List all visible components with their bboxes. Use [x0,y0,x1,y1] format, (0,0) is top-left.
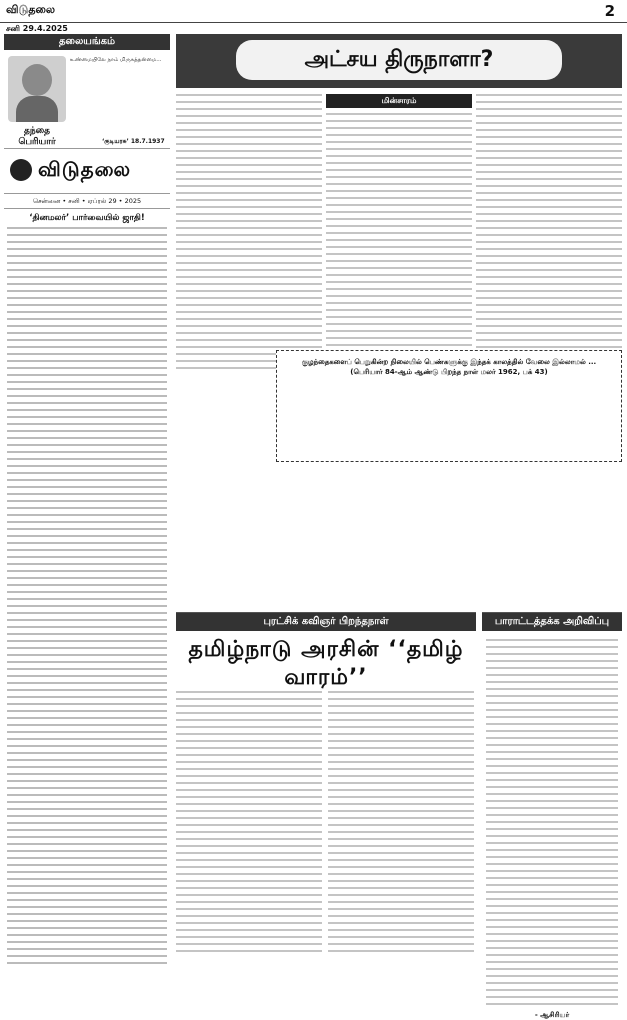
tamil-week-title: தமிழ்நாடு அரசின் ‘‘தமிழ் வாரம்’’ [188,637,464,690]
article-col-2 [326,94,472,358]
editorial-body [7,227,167,964]
callout-quote: குழந்தைகளைப் பெறுகின்ற நிலையில் பெண்களுக்கு இந்தக் காலத்தில் வேலை இல்லாமல் ... (பெரியார் 84-ஆம் ஆண்டு பிறந்த நாள் மலர் 1962, பக் 43) [276,350,622,462]
masthead-meta: சென்னை • சனி • ஏப்ரல் 29 • 2025 [4,194,170,209]
masthead-title: விடுதலை [38,157,132,181]
masthead [4,149,170,194]
article-banner [176,34,622,88]
paper-name-small: விடுதலை [6,3,56,16]
editorial-column [4,34,170,996]
date-line: சனி 29.4.2025 [6,24,68,33]
poet-col-2 [328,691,474,957]
article-col-1 [176,94,322,374]
poet-label: புரட்சிக் கவிஞர் பிறந்தநாள் [176,613,476,631]
editorial-headline: ‘தினமலர்’ பார்வையில் ஜாதி! [29,213,145,223]
periyar-quote-box [4,50,170,149]
praise-signature: - ஆசிரியர் [534,1011,570,1019]
subhead-minsaram: மின்சாரம் [326,94,472,108]
periyar-portrait [8,56,66,122]
article-col-3 [476,94,622,374]
quote-text: உண்மையிலே நாம் மிருகத்தன்மை... [70,57,162,63]
praise-label: பாராட்டத்தக்க அறிவிப்பு [482,613,622,631]
praise-section [482,612,622,1019]
quote-name: தந்தை பெரியார் [18,126,56,147]
poet-col-1 [176,691,322,957]
top-strip [0,0,627,23]
praise-body [486,639,618,1005]
main-article [176,34,622,608]
article-title: அட்சய திருநாளா? [236,40,562,80]
editorial-label: தலையங்கம் [4,34,170,50]
page-number: 2 [604,2,615,20]
emblem-icon [10,159,32,181]
poet-section [176,612,476,997]
quote-source: ‘குடியரசு’ 18.7.1937 [102,138,165,145]
